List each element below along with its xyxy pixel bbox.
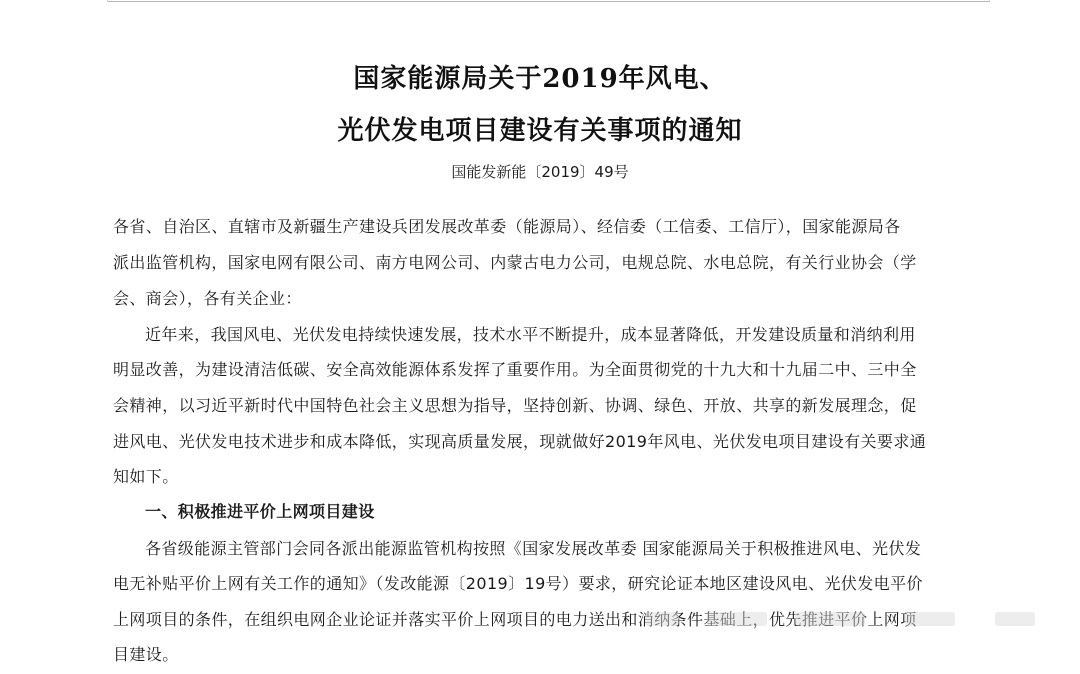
section-1-paragraph-line-2: 电无补贴平价上网有关工作的通知》（发改能源〔2019〕19号）要求，研究论证本地区建设风电、光伏发电平价 [113, 574, 923, 593]
intro-paragraph-line-5: 知如下。 [113, 467, 179, 486]
addressee-line-3: 会、商会），各有关企业： [113, 289, 302, 308]
document-title-line-2: 光伏发电项目建设有关事项的通知 [337, 116, 743, 146]
document-number: 国能发新能〔2019〕49号 [451, 163, 629, 181]
intro-paragraph-line-2: 明显改善，为建设清洁低碳、安全高效能源体系发挥了重要作用。为全面贯彻党的十九大和十九届二中、三中全 [113, 360, 917, 379]
section-1-paragraph-line-4: 目建设。 [113, 645, 179, 664]
intro-paragraph-line-4: 进风电、光伏发电技术进步和成本降低，实现高质量发展，现就做好2019年风电、光伏发电项目建设有关要求通 [113, 432, 927, 451]
page-top-border [107, 0, 990, 2]
section-1-paragraph-line-3: 上网项目的条件，在组织电网企业论证并落实平价上网项目的电力送出和消纳条件基础上，优先推进平价上网项 [113, 610, 917, 629]
intro-paragraph-line-3: 会精神，以习近平新时代中国特色社会主义思想为指导，坚持创新、协调、绿色、开放、共享的新发展理念，促 [113, 396, 917, 415]
intro-paragraph-line-1: 近年来，我国风电、光伏发电持续快速发展，技术水平不断提升，成本显著降低，开发建设质量和消纳利用 [145, 325, 916, 344]
section-1-paragraph-line-1: 各省级能源主管部门会同各派出能源监管机构按照《国家发展改革委 国家能源局关于积极推进风电、光伏发 [145, 539, 922, 558]
addressee-line-2: 派出监管机构，国家电网有限公司、南方电网公司、内蒙古电力公司，电规总院、水电总院，有关行业协会（学 [113, 253, 917, 272]
document-title-line-1: 国家能源局关于2019年风电、 [353, 64, 727, 94]
addressee-line-1: 各省、自治区、直辖市及新疆生产建设兵团发展改革委（能源局）、经信委（工信委、工信厅），国家能源局各 [113, 217, 901, 236]
section-heading-1: 一、积极推进平价上网项目建设 [145, 502, 375, 521]
